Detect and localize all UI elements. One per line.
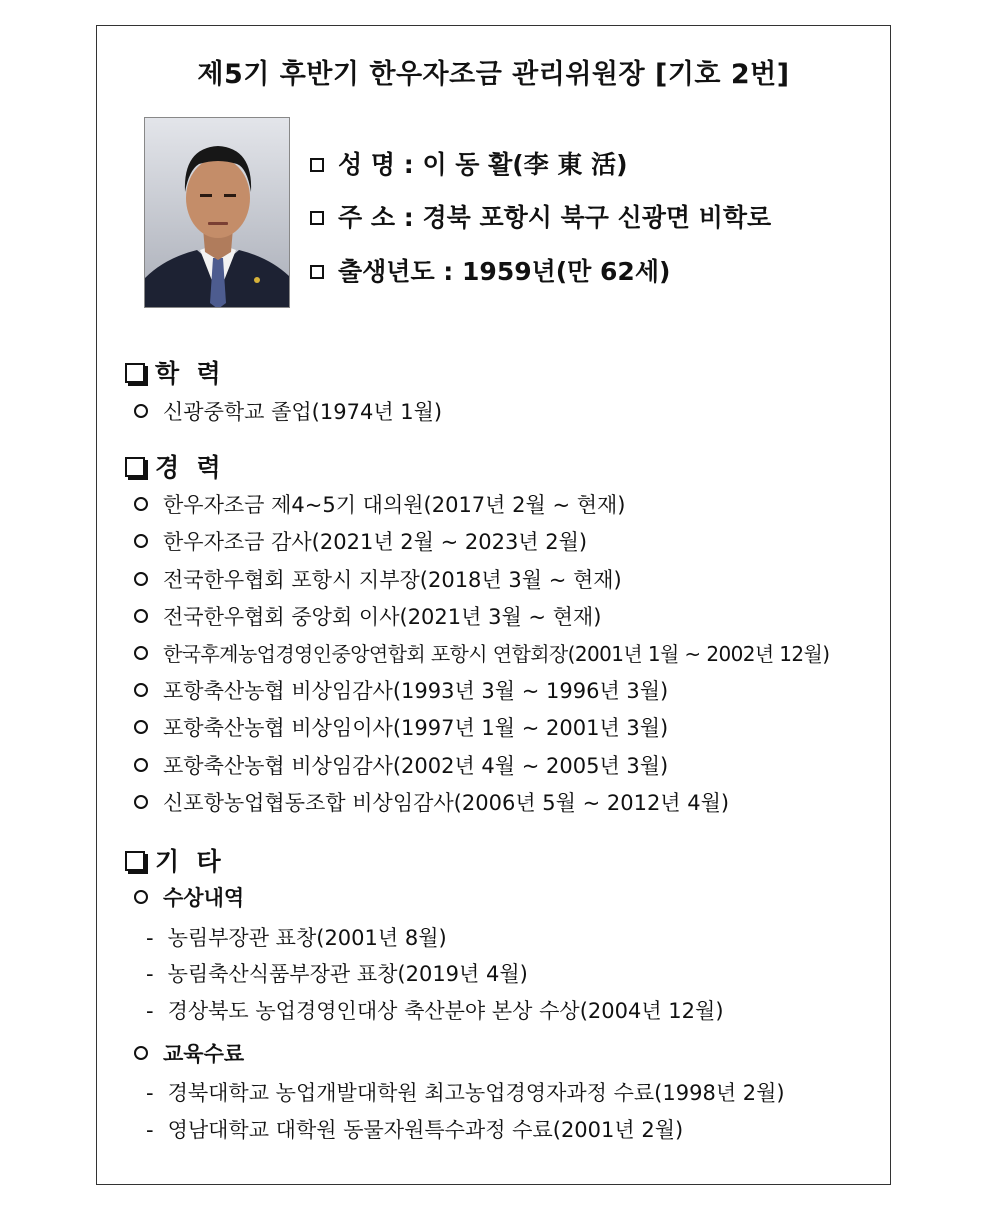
circle-bullet-icon: [134, 795, 148, 809]
name-value: 이 동 활(李 東 活): [422, 150, 628, 179]
list-item: 전국한우협회 중앙회 이사(2021년 3월 ~ 현재): [134, 601, 601, 631]
page-title: 제5기 후반기 한우자조금 관리위원장 [기호 2번]: [197, 59, 790, 90]
section-education-heading: 학 력: [125, 354, 221, 390]
square-bullet-icon: [310, 211, 324, 225]
circle-bullet-icon: [134, 609, 148, 623]
section-other-heading: 기 타: [125, 842, 221, 878]
portrait-image: [145, 118, 290, 308]
awards-subheading: 수상내역: [134, 882, 244, 912]
circle-bullet-icon: [134, 534, 148, 548]
training-subheading: 교육수료: [134, 1038, 244, 1068]
list-item: - 영남대학교 대학원 동물자원특수과정 수료(2001년 2월): [146, 1118, 684, 1142]
list-item: 한국후계농업경영인중앙연합회 포항시 연합회장(2001년 1월 ~ 2002년 12월): [134, 638, 829, 667]
list-item: 포항축산농협 비상임이사(1997년 1월 ~ 2001년 3월): [134, 712, 668, 742]
square-bullet-icon: [310, 158, 324, 172]
list-item: 신광중학교 졸업(1974년 1월): [134, 396, 442, 426]
name-line: [310, 145, 628, 181]
list-item: - 농림축산식품부장관 표창(2019년 4월): [146, 962, 528, 986]
birth-label: 출생년도 :: [338, 257, 454, 286]
list-item: - 농림부장관 표창(2001년 8월): [146, 926, 447, 950]
square-box-icon: [125, 851, 145, 871]
list-item: 포항축산농협 비상임감사(2002년 4월 ~ 2005년 3월): [134, 750, 668, 780]
list-item: 전국한우협회 포항시 지부장(2018년 3월 ~ 현재): [134, 564, 622, 594]
circle-bullet-icon: [134, 1046, 148, 1060]
list-item: - 경북대학교 농업개발대학원 최고농업경영자과정 수료(1998년 2월): [146, 1081, 785, 1105]
birth-line: [310, 252, 670, 288]
circle-bullet-icon: [134, 572, 148, 586]
candidate-photo: [144, 117, 290, 308]
list-item: 한우자조금 감사(2021년 2월 ~ 2023년 2월): [134, 526, 587, 556]
circle-bullet-icon: [134, 890, 148, 904]
address-line: [310, 198, 771, 234]
list-item: 신포항농업협동조합 비상임감사(2006년 5월 ~ 2012년 4월): [134, 787, 729, 817]
square-bullet-icon: [310, 265, 324, 279]
list-item: 포항축산농협 비상임감사(1993년 3월 ~ 1996년 3월): [134, 675, 668, 705]
circle-bullet-icon: [134, 497, 148, 511]
birth-value: 1959년(만 62세): [462, 257, 671, 286]
square-box-icon: [125, 363, 145, 383]
section-career-heading: 경 력: [125, 448, 221, 484]
name-label: 성 명 :: [338, 150, 414, 179]
list-item: - 경상북도 농업경영인대상 축산분야 본상 수상(2004년 12월): [146, 999, 724, 1023]
circle-bullet-icon: [134, 404, 148, 418]
circle-bullet-icon: [134, 683, 148, 697]
address-label: 주 소 :: [338, 203, 414, 232]
circle-bullet-icon: [134, 758, 148, 772]
list-item: 한우자조금 제4~5기 대의원(2017년 2월 ~ 현재): [134, 489, 625, 519]
circle-bullet-icon: [134, 720, 148, 734]
square-box-icon: [125, 457, 145, 477]
circle-bullet-icon: [134, 646, 148, 660]
address-value: 경북 포항시 북구 신광면 비학로: [422, 203, 772, 232]
